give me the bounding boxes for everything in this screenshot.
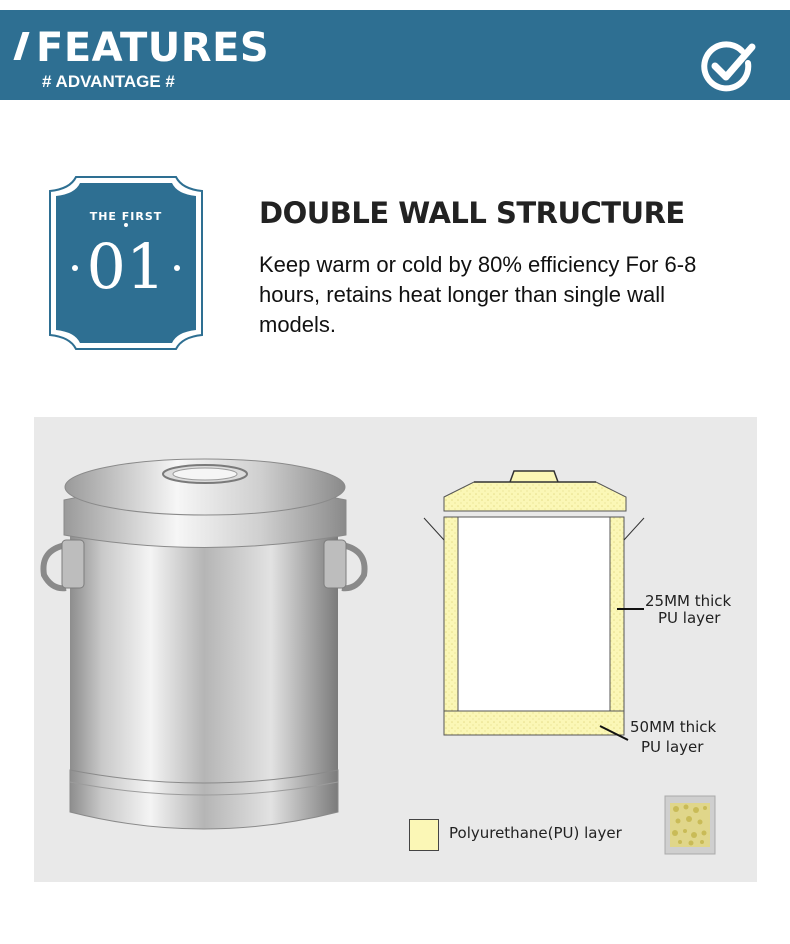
label-25mm-line1: 25MM thick: [645, 592, 732, 610]
banner-title: FEATURES: [36, 25, 270, 71]
feature-description: Keep warm or cold by 80% efficiency For 6-8 hours, retains heat longer than single wall models.: [259, 252, 697, 337]
badge-number: 01: [86, 230, 166, 303]
pu-foam-sample-image: [664, 795, 716, 855]
label-50mm-line1: 50MM thick: [630, 718, 717, 736]
legend-label: Polyurethane(PU) layer: [449, 824, 622, 842]
feature-heading: DOUBLE WALL STRUCTURE: [259, 196, 685, 230]
badge-label: THE FIRST: [89, 210, 163, 223]
label-25mm-line2: PU layer: [658, 609, 721, 627]
banner-subtitle: # ADVANTAGE #: [42, 72, 175, 91]
legend-swatch: [409, 819, 439, 851]
label-50mm-line2: PU layer: [641, 738, 704, 756]
